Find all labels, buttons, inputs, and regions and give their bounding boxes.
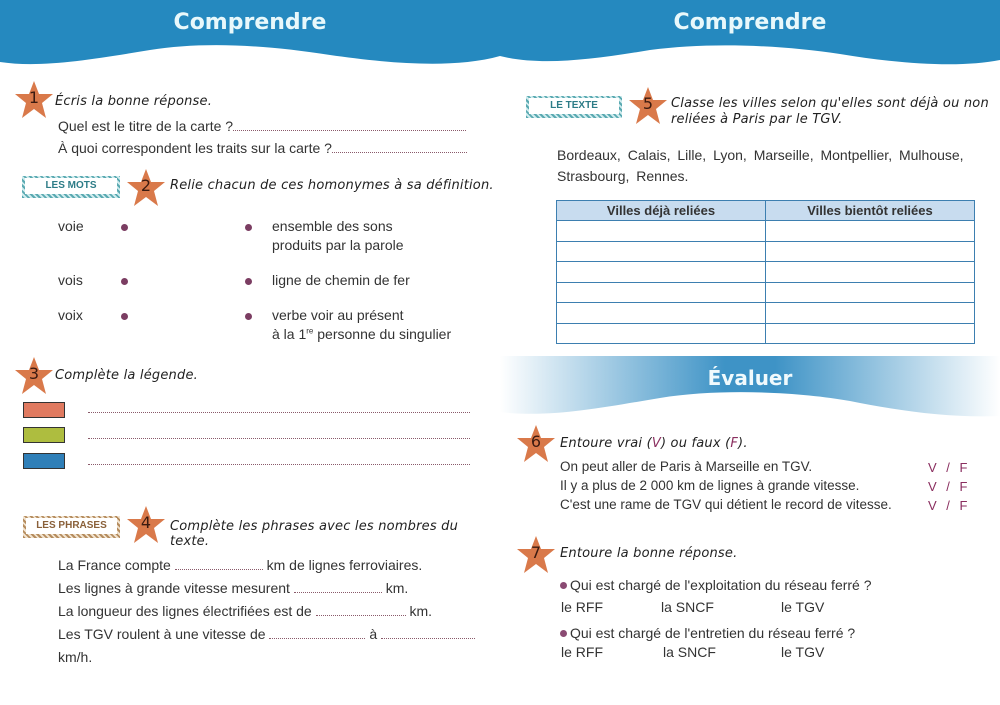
exercise-7-instruction: Entoure la bonne réponse. [560,546,738,561]
badge-les-phrases: LES PHRASES [23,516,120,538]
word-voie: voie [58,218,84,234]
right-page [500,0,1000,705]
definition-2: ligne de chemin de fer [272,272,410,288]
banner-title: Comprendre [673,10,827,35]
table-row [557,221,975,242]
match-dot[interactable] [245,224,252,231]
option-sncf[interactable]: la SNCF [661,599,714,615]
option-tgv[interactable]: le TGV [781,599,825,615]
table-header: Villes déjà reliées [557,201,766,221]
match-dot[interactable] [245,313,252,320]
table-row [557,323,975,344]
sentence-2: Les lignes à grande vitesse mesurent km. [58,580,409,596]
match-dot[interactable] [245,278,252,285]
word-voix: voix [58,307,83,323]
evaluer-title: Évaluer [707,366,793,390]
sentence-4-end: km/h. [58,649,93,665]
banner-title: Comprendre [173,10,327,35]
true-false-choice[interactable]: V / F [928,460,971,475]
option-sncf[interactable]: la SNCF [663,644,716,660]
statement-2: Il y a plus de 2 000 km de lignes à grande vitesse. [560,478,860,493]
star-number-icon: 7 [516,535,556,575]
star-number-icon: 4 [126,505,166,545]
table-row [557,282,975,303]
exercise-3-instruction: Complète la légende. [55,368,198,383]
legend-swatch-green [23,427,65,443]
option-rff[interactable]: le RFF [561,644,603,660]
header-banner [500,0,1000,70]
match-dot[interactable] [121,224,128,231]
bullet-icon [560,630,567,637]
sentence-4: Les TGV roulent à une vitesse de à [58,626,475,642]
table-row [557,241,975,262]
city-list: Bordeaux, Calais, Lille, Lyon, Marseille, Montpellier, Mulhouse, Strasbourg, Rennes. [557,147,964,184]
statement-3: C'est une rame de TGV qui détient le record de vitesse. [560,497,892,512]
star-number-icon: 6 [516,424,556,464]
table-row [557,303,975,324]
header-banner [0,0,500,70]
answer-line[interactable] [88,438,470,439]
definition-1: ensemble des sons produits par la parole [272,218,404,253]
badge-le-texte: LE TEXTE [526,96,622,118]
exercise-4-instruction: Complète les phrases avec les nombres du texte. [170,519,459,549]
question-1a: Quel est le titre de la carte ? [58,118,466,134]
exercise-2-instruction: Relie chacun de ces homonymes à sa définition. [170,178,494,193]
answer-line[interactable] [88,464,470,465]
sentence-3: La longueur des lignes électrifiées est de km. [58,603,433,619]
star-number-icon: 2 [126,168,166,208]
true-false-choice[interactable]: V / F [928,479,971,494]
match-dot[interactable] [121,278,128,285]
legend-swatch-blue [23,453,65,469]
word-vois: vois [58,272,83,288]
exercise-5-instruction: Classe les villes selon qu'elles sont déjà ou non reliées à Paris par le TGV. [671,96,989,127]
bullet-icon [560,582,567,589]
option-tgv[interactable]: le TGV [781,644,825,660]
table-row [557,262,975,283]
answer-line[interactable] [88,412,470,413]
question-1b: À quoi correspondent les traits sur la carte ? [58,140,467,156]
table-header: Villes bientôt reliées [766,201,975,221]
definition-3: verbe voir au présent à la 1re personne du singulier [272,307,452,342]
legend-swatch-red [23,402,65,418]
true-false-choice[interactable]: V / F [928,498,971,513]
evaluer-banner [500,356,1000,422]
option-rff[interactable]: le RFF [561,599,603,615]
match-dot[interactable] [121,313,128,320]
star-number-icon: 3 [14,356,54,396]
question-7a: Qui est chargé de l'exploitation du réseau ferré ? [560,577,872,593]
star-number-icon: 5 [628,86,668,126]
statement-1: On peut aller de Paris à Marseille en TGV. [560,459,813,474]
city-table [556,200,975,344]
exercise-6-instruction: Entoure vrai (V) ou faux (F). [560,436,748,451]
exercise-1-instruction: Écris la bonne réponse. [55,94,213,109]
star-number-icon: 1 [14,80,54,120]
question-7b: Qui est chargé de l'entretien du réseau ferré ? [560,625,855,641]
sentence-1: La France compte km de lignes ferroviaires. [58,557,423,573]
badge-les-mots: LES MOTS [22,176,120,198]
